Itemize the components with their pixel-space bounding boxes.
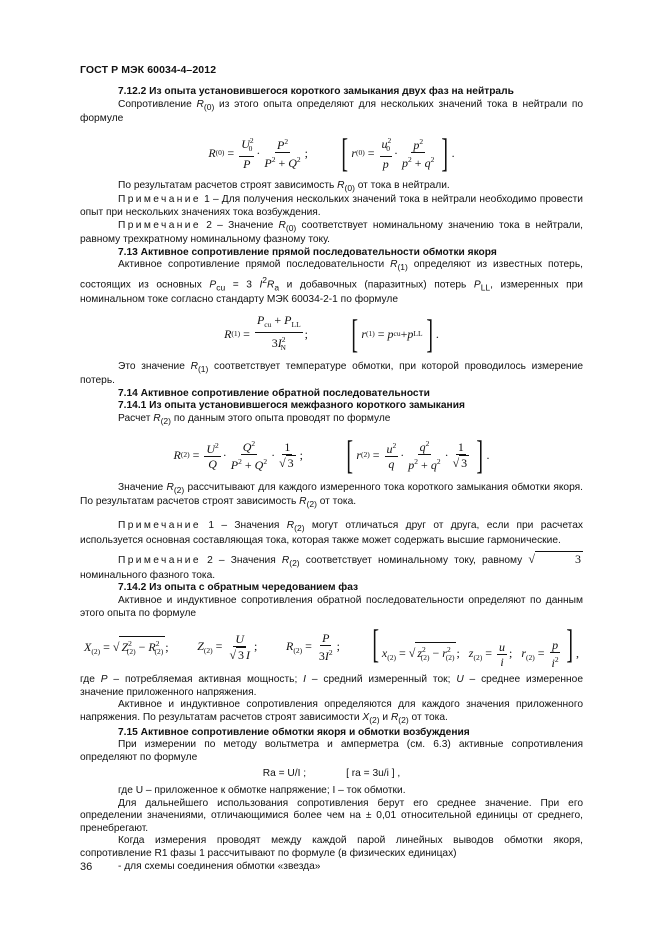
section-heading-7-15: 7.15 Активное сопротивление обмотки якоря и обмотки возбуждения: [118, 726, 470, 738]
formula-x2: $X_{(2)}$ = √ $Z^2_{(2)} - R^2_{(2)}$ ; $Z_{(2)}$ = $\frac{U}{√ 3 I}$ ; $R_{(2)}$ = $\frac{P}{3I^2}$ ; [ $x_{(2)}$ = √ $z^2_{(2)} - r^2_{(2)}$ ; $z_{(2)}$ = $\frac{u}{i}$ ; $r_{(2)}$ = $\frac{p}{i^2}$ ] ,: [84, 621, 579, 671]
paragraph-7-12-2-intro: Сопротивление $R_{(0)}$ из этого опыта определяют для нескольких значений тока в нейтрали по формуле: [80, 98, 584, 125]
paragraph-7-14-2-after: Активное и индуктивное сопротивления определяются для каждого значения приложенного напряжения. По результатам расчетов строят зависимости $X_{(2)}$ и $R_{(2)}$ от тока.: [80, 699, 583, 725]
formula-r0: R (0) = $\frac{U^2_0}{P}$ · $\frac{P^2}{P^2 + Q^2}$ ; [ r (0) = $\frac{u^2_0}{p}$ · $\frac{p^2}{p^2 + q^2}$ ] .: [208, 129, 455, 175]
section-heading-7-14-1: 7.14.1 Из опыта установившегося межфазного короткого замыкания: [118, 400, 465, 412]
section-heading-7-14-2: 7.14.2 Из опыта с обратным чередованием фаз: [118, 582, 359, 594]
paragraph-7-15-p4: - для схемы соединения обмотки «звезда»: [118, 860, 321, 872]
paragraph-7-14-1-after: Значение $R_{(2)}$ рассчитывают для каждого измеренного тока короткого замыкания обмотки якоря. По результатам расчетов строят зависимость $R_{(2)}$ от тока.: [80, 481, 583, 510]
note-7-12-2-1: Примечание 1 – Для получения нескольких значений тока в нейтрали необходимо провести опыт при нескольких значениях тока возбуждения.: [80, 194, 583, 219]
paragraph-7-12-2-after: По результатам расчетов строят зависимость $R_{(0)}$ от тока в нейтрали.: [118, 179, 450, 193]
formula-r1: R (1) = $\frac{P_{cu} + P_{LL}}{3I^2_N}$ ; [ r (1) = p cu + p LL ] .: [224, 310, 439, 356]
paragraph-7-15-where: где U – приложенное к обмотке напряжение; I – ток обмотки.: [118, 784, 406, 796]
paragraph-7-14-2-intro: Активное и индуктивное сопротивления обратной последовательности определяют по данным этого опыта по формуле: [80, 594, 583, 619]
page-number: 36: [80, 861, 93, 873]
paragraph-7-15-p2: Для дальнейшего использования сопротивления берут его среднее значение. При его определении значениями, отличающимися более чем на ± 0,01 относительной единицы от среднего, пренебрегают.: [80, 797, 583, 834]
formula-r2: R (2) = $\frac{U^2}{Q}$ · $\frac{Q^2}{P^2 + Q^2}$ · $\frac{1}{√ 3}$ ; [ r (2) = $\frac{u^2}{q}$ · $\frac{q^2}{p^2 + q^2}$ · $\frac{1}{√ 3}$ ] .: [173, 431, 490, 477]
paragraph-where-1: где P – потребляемая активная мощность; I – средний измеренный ток; U – среднее измеренное значение приложенного напряжения.: [80, 674, 583, 698]
note-7-14-1-1: Примечание 1 – Значения $R_{(2)}$ могут отличаться друг от друга, если при расчетах используется основная составляющая тока, которая также может содержать высшие гармонические.: [80, 519, 583, 546]
paragraph-7-15-p3: Когда измерения проводят между каждой парой линейных выводов обмотки якоря, сопротивление R1 фазы 1 рассчитывают по формуле (в физических единицах): [80, 835, 583, 859]
section-heading-7-12-2: 7.12.2 Из опыта установившегося короткого замыкания двух фаз на нейтраль: [118, 86, 514, 97]
note-7-12-2-2: Примечание 2 – Значение $R_{(0)}$ соответствует номинальному значению тока в нейтрали, равному трехкратному номинальному фазному току.: [80, 219, 583, 246]
formula-ra: Ra = U/I ; [ ra = 3u/i ] ,: [262, 768, 401, 780]
paragraph-7-15-intro: При измерении по методу вольтметра и амперметра (см. 6.3) активные сопротивления определяют по формуле: [80, 739, 583, 763]
paragraph-7-13: Активное сопротивление прямой последовательности $R_{(1)}$ определяют из известных потерь, состоящих из основных $P_{cu} = 3$ $I^2R_a$ и добавочных (паразитных) потерь $P_{LL}$, измеренных при номинальном токе согласно стандарту МЭК 60034-2-1 по формуле: [80, 259, 583, 306]
paragraph-7-13-after: Это значение $R_{(1)}$ соответствует температуре обмотки, при которой проводилось измерение потерь.: [80, 360, 583, 387]
section-heading-7-13: 7.13 Активное сопротивление прямой последовательности обмотки якоря: [118, 246, 497, 258]
document-body: [80, 86, 583, 873]
section-heading-7-14: 7.14 Активное сопротивление обратной последовательности: [118, 387, 430, 399]
paragraph-7-14-1-intro: Расчет $R_{(2)}$ по данным этого опыта проводят по формуле: [118, 413, 391, 427]
document-header: ГОСТ Р МЭК 60034-4–2012: [80, 64, 217, 76]
note-7-14-1-2: Примечание 2 – Значения $R_{(2)}$ соответствует номинальному току, равному √ 3 номинального фазного тока.: [80, 552, 581, 581]
